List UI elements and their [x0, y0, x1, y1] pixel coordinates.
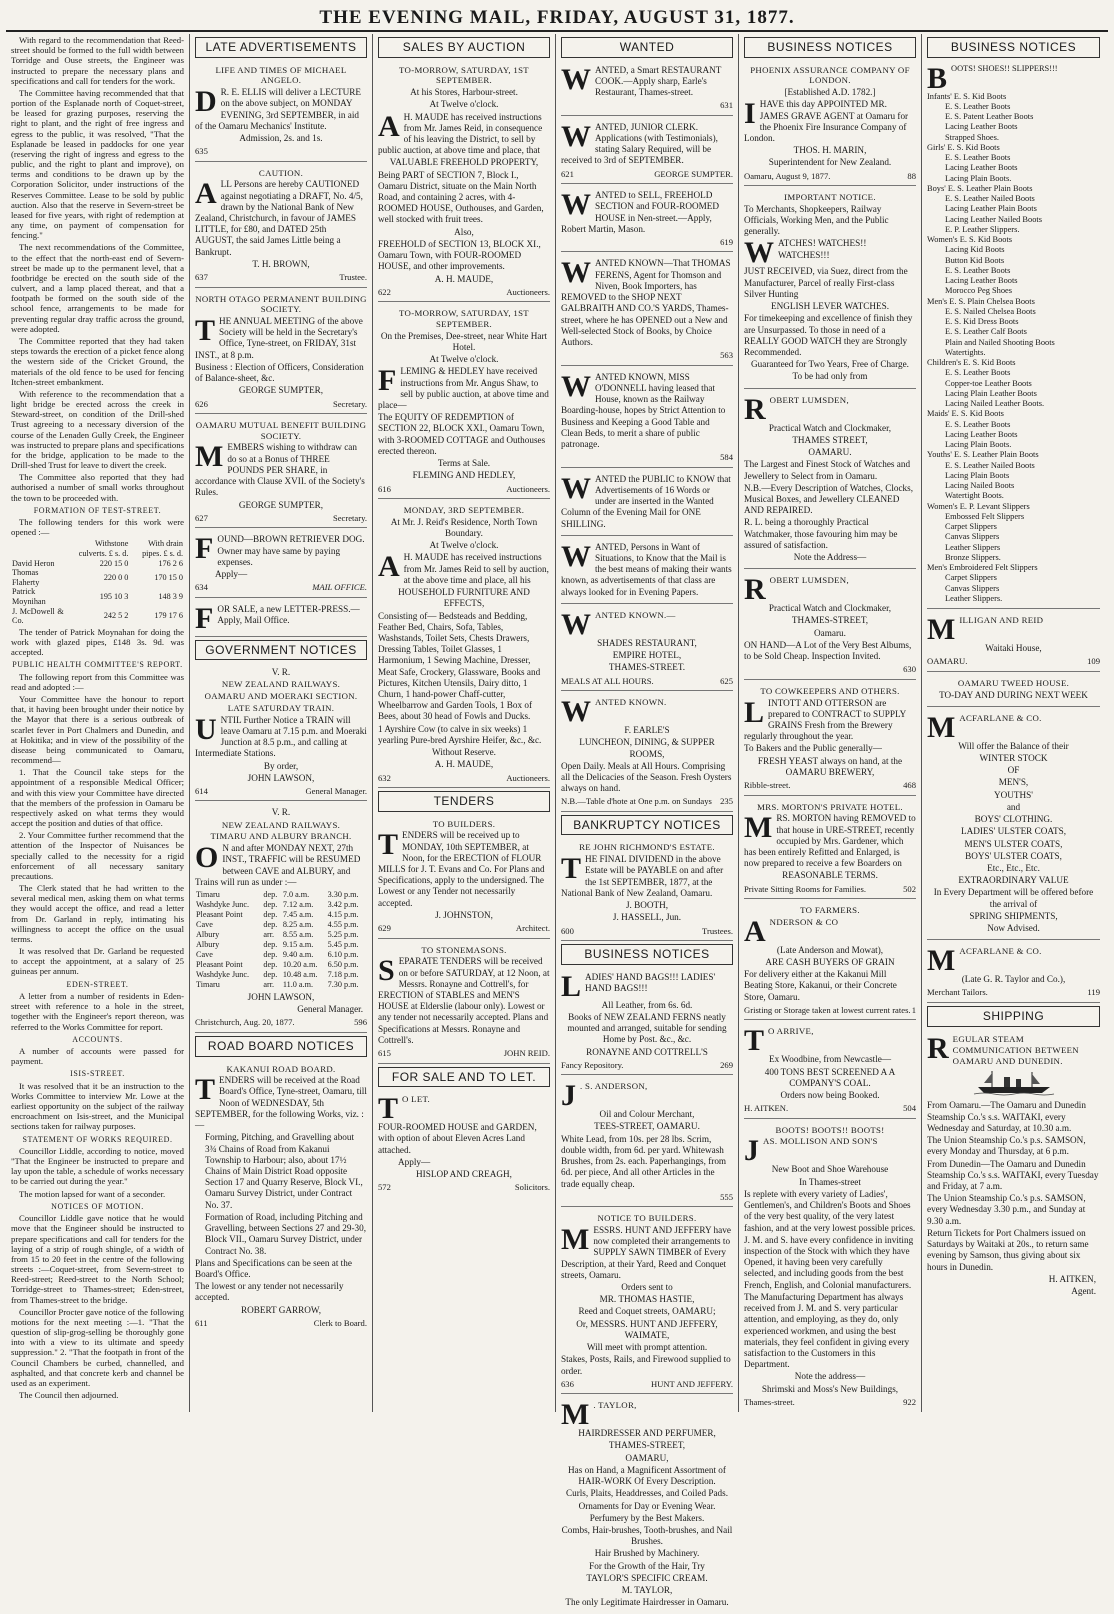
drop-cap: M: [561, 1398, 590, 1432]
wanted-ad: WANTED to SELL, FREEHOLD SECTION and FOUR-ROOMED HOUSE in Nen-street.—Apply, Robert Martin, Mason. 619: [561, 187, 733, 252]
drop-cap: U: [195, 712, 217, 746]
report-paragraph: With regard to the recommendation that Reed-street should be formed to the full width between Torridge and Ouse streets, the Engineer was instructed to prepare the necessary plans and specifications and call for tenders for the work.: [11, 35, 184, 86]
drop-cap: J: [561, 1079, 576, 1113]
table-row: Albury arr. 8.55 a.m. 5.25 p.m.: [196, 929, 359, 939]
list-item: Canvas Slippers: [945, 583, 1000, 593]
masthead-rule: [6, 30, 1108, 32]
advertisement: NOTICE TO BUILDERS. MESSRS. HUNT AND JEFFERY have now completed their arrangements to SUPPLY SAWN TIMBER of Every Description, at their Yard, Reed and Conquet streets, Oamaru. Orders sent to MR. THOMAS HASTIE, Reed and Coquet streets, OAMARU; Or, MESSRS. HUNT AND JEFFERY, WAIMATE, Will meet with prompt attention. Stakes, Posts, Rails, and Firewood supplied to order. 636 HUNT AND JEFFERY.: [561, 1210, 733, 1394]
report-paragraph: The following tenders for this work were opened :—: [11, 517, 184, 538]
boots-list: [927, 92, 1100, 605]
list-item: Watertight Boots.: [945, 491, 1004, 501]
section-heading: SHIPPING: [927, 1006, 1100, 1027]
ad-number: 635: [195, 146, 208, 157]
advertisement: MACFARLANE & CO. Will offer the Balance of their WINTER STOCK OF MEN'S, YOUTHS' and BOYS' CLOTHING. LADIES' ULSTER COATS, MEN'S ULSTER COATS, BOYS' ULSTER COATS, Etc., Etc., Etc. EXTRAORDINARY VALUE In Every Department will be offered before the arrival of SPRING SHIPMENTS, Now Advised.: [927, 710, 1100, 941]
list-item: Women's E. P. Levant Slippers: [927, 501, 1030, 511]
report-paragraph: The next recommendations of the Committee, to the effect that the north-east end of Severn-street be made up to the permanent level, that a footbridge be erected on the south side of the culvert, and a lamp placed thereat, and that a footpath be formed on the south side of the school fence, arrangements to be made for preventing regular dray traffic across the ground, were adopted.: [11, 242, 184, 334]
wanted-ad: WANTED KNOWN, MISS O'DONNELL having leased that House, known as the Railway Boarding-house, hopes by Strict Attention to Business and Keeping a Good Table and Clean Beds, to merit a share of public patronage. 584: [561, 369, 733, 468]
list-item: E. S. Patent Leather Boots: [945, 112, 1034, 122]
table-row: Washdyke Junc. dep. 7.12 a.m. 3.42 p.m.: [196, 899, 359, 909]
drop-cap: R: [927, 1031, 949, 1065]
list-item: Lacing Plain Leather Boots: [945, 388, 1037, 398]
table-row: Thomas Flaherty 220 0 0 170 15 0: [12, 568, 183, 587]
table-row: Cave dep. 8.25 a.m. 4.55 p.m.: [196, 919, 359, 929]
drop-cap: M: [744, 811, 773, 845]
drop-cap: F: [195, 601, 214, 635]
list-item: Watertights.: [945, 347, 986, 357]
list-item: E. S. Leather Nailed Boots: [945, 194, 1035, 204]
drop-cap: W: [744, 236, 774, 270]
list-item: E. S. Leather Calf Boots: [945, 327, 1027, 337]
drop-cap: R: [744, 573, 766, 607]
subheading: ACCOUNTS.: [72, 1034, 123, 1044]
list-item: Plain and Nailed Shooting Boots: [945, 337, 1055, 347]
list-item: Bronze Slippers.: [945, 552, 1001, 562]
advertisement: REGULAR STEAM COMMUNICATION BETWEEN OAMARU AND DUNEDIN. From Oamaru.—The Oamaru and Dunedin Steamship Co.'s s.s. WAITAKI, every Wednesday and Saturday, at 10.30 a.m. The Union Steamship Co.'s p.s. SAMSON, every Monday and Thursday, at 6 p.m. From Dunedin—The Oamaru and Dunedin Steamship Co.'s s.s. WAITAKI, every Tuesday and Friday, at 7 a.m. The Union Steamship Co.'s p.s. SAMSON, every Wednesday 3.30 p.m., and Sunday at 9.30 a.m. Return Tickets for Port Chalmers issued on Saturdays by Waitaki at 20s., to return same evening by Samson, thus giving about six hours in Dunedin. H. AITKEN, Agent.: [927, 1031, 1099, 1296]
advertisement: LADIES' HAND BAGS!!! LADIES' HAND BAGS!!! All Leather, from 6s. 6d. Books of NEW ZEALAND FERNS neatly mounted and arranged, suitable for sending Home by Post. &c., &c. RONAYNE AND COTTRELL'S Fancy Repository. 269: [561, 969, 733, 1076]
advertisement: NORTH OTAGO PERMANENT BUILDING SOCIETY. THE ANNUAL MEETING of the above Society will be held in the Secretary's Office, Tyne-street, on FRIDAY, 31st INST., at 8 p.m. Business : Election of Officers, Consideration of Balance-sheet, &c. GEORGE SUMPTER, 626 Secretary.: [195, 291, 367, 414]
table-row: Timaru dep. 7.0 a.m. 3.30 p.m.: [196, 889, 359, 899]
list-item: Lacing Leather Nailed Boots: [945, 214, 1042, 224]
advertisement: MRS. MORTON'S PRIVATE HOTEL. MRS. MORTON having REMOVED to that house in URE-STREET, recently occupied by Mrs. Gardener, which has been entirely Refitted and Enlarged, is now prepared to receive a few Boarders on REASONABLE TERMS. Private Sitting Rooms for Families. 502: [744, 799, 916, 900]
wanted-ad: WANTED, a Smart RESTAURANT COOK.—Apply sharp, Earle's Restaurant, Thames-street. 631: [561, 62, 733, 116]
column-business-notices-2: [922, 34, 1105, 1412]
list-item: Carpet Slippers: [945, 573, 997, 583]
list-item: Leather Slippers: [945, 542, 1001, 552]
drop-cap: S: [378, 954, 395, 988]
advertisement: BOOTS! SHOES!! SLIPPERS!!! Infants' E. S. Kid Boots E. S. Leather Boots E. S. Patent Leather Boots Lacing Leather Boots Strapped Shoes. Girls' E. S. Kid Boots E. S. Leather Boots Lacing Leather Boots Lacing Plain Boots. Boys' E. S. Leather Plain Boots E. S. Leather Nailed Boots Lacing Leather Plain Boots Lacing Leather Nailed Boots E. P. Leather Slippers. Women's E. S. Kid Boots Lacing Kid Boots Button Kid Boots E. S. Leather Boots Lacing Leather Boots Morocco Peg Shoes Men's E. S. Plain Chelsea Boots E. S. Nailed Chelsea Boots E. S. Kid Dress Boots E. S. Leather Calf Boots Plain and Nailed Shooting Boots Watertights. Children's E. S. Kid Boots E. S. Leather Boots Copper-toe Leather Boots Lacing Plain Leather Boots Lacing Nailed Leather Boots. Maids' E. S. Kid Boots E. S. Leather Boots Lacing Leather Boots Lacing Plain Boots. Youths' E. S. Leather Plain Boots E. S. Leather Nailed Boots Lacing Plain Boots Lacing Nailed Boots Watertight Boots. Women's E. P. Levant Slippers Embossed Felt Slippers Carpet Slippers Canvas Slippers Leather Slippers Bronze Slippers. Men's Embroidered Felt Slippers Carpet Slippers Canvas Slippers Leather Slippers.: [927, 62, 1100, 610]
section-heading: SALES BY AUCTION: [378, 37, 550, 58]
advertisement: J . S. ANDERSON, Oil and Colour Merchant, TEES-STREET, OAMARU. White Lead, from 10s. per 28 lbs. Scrim, double width, from 6d. per yard. Whitewash Brushes, from 2s. each. Paperhangings, from 6d. per piece, And all other Articles in the trade equally cheap. 555: [561, 1078, 733, 1207]
list-item: Embossed Felt Slippers: [945, 511, 1025, 521]
drop-cap: M: [195, 440, 224, 474]
column-council-report: [6, 34, 190, 1412]
report-paragraph: The Clerk stated that he had written to the several medical men, asking them on what terms they would accept the office, and read a letter from Dr. Garland in reply, intimating his willingness to accept the office on the usual terms.: [11, 883, 184, 944]
section-heading: TENDERS: [378, 791, 550, 812]
advertisement: ROBERT LUMSDEN, Practical Watch and Clockmaker, THAMES-STREET, Oamaru. ON HAND—A Lot of the Very Best Albums, to be Sold Cheap. Inspection Invited. 630: [744, 572, 916, 680]
drop-cap: W: [561, 62, 591, 96]
drop-cap: O: [195, 841, 219, 875]
section-heading: BUSINESS NOTICES: [561, 944, 733, 965]
report-paragraph: The following report from this Committee was read and adopted :—: [11, 671, 184, 692]
drop-cap: D: [195, 85, 217, 119]
table-row: Pleasant Point dep. 7.45 a.m. 4.15 p.m.: [196, 909, 359, 919]
list-item: Lacing Nailed Boots: [945, 481, 1015, 491]
drop-cap: T: [378, 1092, 399, 1126]
subheading: STATEMENT OF WORKS REQUIRED.: [22, 1134, 173, 1144]
advertisement: M . TAYLOR, HAIRDRESSER AND PERFUMER, THAMES-STREET, OAMARU, Has on Hand, a Magnificent Assortment of HAIR-WORK Of Every Description. Curls, Plaits, Headdresses, and Coiled Pads. Ornaments for Day or Evening Wear. Perfumery by the Best Makers. Combs, Hair-brushes, Tooth-brushes, and Nail Brushes. Hair Brushed by Machinery. For the Growth of the Hair, Try TAYLOR'S SPECIFIC CREAM. M. TAYLOR, The only Legitimate Hairdresser in Oamaru.: [561, 1398, 733, 1608]
list-item: Carpet Slippers: [945, 522, 997, 532]
list-item: E. S. Leather Boots: [945, 419, 1011, 429]
wanted-ad: WANTED, JUNIOR CLERK. Applications (with Testimonials), stating Salary Required, will be received to 3rd of SEPTEMBER. 621 GEORGE SUMPTER.: [561, 119, 733, 184]
drop-cap: W: [561, 119, 591, 153]
section-heading: WANTED: [561, 37, 733, 58]
list-item: E. S. Leather Nailed Boots: [945, 460, 1035, 470]
section-heading: BUSINESS NOTICES: [927, 37, 1100, 58]
report-paragraph: With reference to the recommendation that a light bridge be erected across the creek in Steward-street, on condition of the Drill-shed Trust agreeing to a necessary diversion of the course of the Lenaden Gully Creek, the Engineer was instructed to prepare plans and specifications for the bridge, application to be made to the Drill-shed Trust for leave to divert the creek.: [11, 388, 184, 471]
report-paragraph: 2. Your Committee further recommend that the attention of the Inspector of Nuisances be specially called to the necessity for a rigid enforcement of all necessary sanitary precautions.: [11, 830, 184, 881]
table-row: Withstone culverts. £ s. d. With drain pipes. £ s. d.: [78, 539, 183, 559]
advertisement: MILLIGAN AND REID Waitaki House, OAMARU. 109: [927, 612, 1100, 672]
drop-cap: F: [195, 532, 214, 566]
column-wanted: [556, 34, 739, 1608]
subheading: FORMATION OF TEST-STREET.: [33, 505, 162, 515]
advertisement: ROBERT LUMSDEN, Practical Watch and Clockmaker, THAMES STREET, OAMARU. The Largest and Finest Stock of Watches and Jewellery to Select from in Oamaru. N.B.—Every Description of Watches, Clocks, Musical Boxes, and Jewellery CLEANED AND REPAIRED. R. L. being a thoroughly Practical Watchmaker, those favouring him may be assured of satisfaction. Note the Address—: [744, 392, 916, 570]
drop-cap: B: [927, 61, 948, 95]
section-heading: BUSINESS NOTICES: [744, 37, 916, 58]
list-item: Strapped Shoes.: [945, 132, 999, 142]
drop-cap: T: [195, 1073, 216, 1107]
list-item: Lacing Plain Boots.: [945, 440, 1012, 450]
list-item: Lacing Plain Boots: [945, 470, 1010, 480]
table-row: Washdyke Junc. dep. 10.48 a.m. 7.18 p.m.: [196, 969, 359, 979]
drop-cap: W: [561, 369, 591, 403]
drop-cap: J: [744, 1134, 759, 1168]
list-item: Lacing Leather Boots: [945, 429, 1018, 439]
report-paragraph: Your Committee have the honour to report that, it having been brought under their notice by the Mayor that there is a serious outbreak of scarlet fever in Port Chalmers and Dunedin, and at Hokitika; and in view of the possibility of the disease being communicated to Oamaru, recommend—: [11, 694, 184, 766]
advertisement: T O LET. FOUR-ROOMED HOUSE and GARDEN, with option of about Eleven Acres Land attached. Apply— HISLOP AND CREAGH, 572 Solicitors.: [378, 1092, 550, 1193]
list-item: E. S. Kid Dress Boots: [945, 317, 1019, 327]
advertisement: KAKANUI ROAD BOARD. TENDERS will be received at the Road Board's Office, Tyne-street, Oamaru, till Noon of WEDNESDAY, 5th SEPTEMBER, for the following Works, viz. :— Forming, Pitching, and Gravelling about 3¾ Chains of Road from Kakanui Township to Harbour; also, about 17½ Chains of Main District Road opposite Section 17 and Quarry Reserve, Block VI., Oamaru Survey District, under Contract No. 37. Formation of Road, including Pitching and Gravelling, between Sections 27 and 29-30, Block VII., Oamaru Survey District, under Contract No. 38. Plans and Specifications can be seen at the Board's Office. The lowest or any tender not necessarily accepted. ROBERT GARROW, 611 Clerk to Board.: [195, 1063, 367, 1328]
report-paragraph: The tender of Patrick Moynahan for doing the work with glazed pipes, £148 3s. 9d. was accepted.: [11, 626, 184, 658]
wanted-ad: WANTED, Persons in Want of Situations, to Know that the Mail is the best means of making their wants known, as advertisements of that class are always looked for in Evening Papers.: [561, 539, 733, 604]
advertisement: TO COWKEEPERS AND OTHERS. LINTOTT AND OTTERSON are prepared to CONTRACT to SUPPLY GRAINS Fresh from the Brewery regularly throughout the year. To Bakers and the Public generally— FRESH YEAST always on hand, at the OAMARU BREWERY, Ribble-street. 468: [744, 683, 916, 796]
list-item: E. S. Leather Boots: [945, 153, 1011, 163]
table-row: J. McDowell & Co. 242 5 2 179 17 6: [12, 606, 183, 626]
drop-cap: M: [927, 710, 956, 744]
list-item: Maids' E. S. Kid Boots: [927, 409, 1004, 419]
masthead: THE EVENING MAIL, FRIDAY, AUGUST 31, 1877.: [319, 7, 795, 28]
report-paragraph: It was resolved that Dr. Garland be requested to accept the appointment, at a salary of 25 guineas per annum.: [11, 946, 184, 977]
wanted-ad: WANTED the PUBLIC to KNOW that Advertisements of 16 Words or under are inserted in the Wanted Column of the Evening Mail for ONE SHILLING.: [561, 471, 733, 536]
list-item: Lacing Leather Boots: [945, 163, 1018, 173]
drop-cap: F: [378, 364, 397, 398]
list-item: E. P. Leather Slippers.: [945, 224, 1020, 234]
timetable: [195, 890, 367, 990]
advertisement: TO-MORROW, SATURDAY, 1ST SEPTEMBER. At his Stores, Harbour-street. At Twelve o'clock. A H. MAUDE has received instructions from Mr. James Reid, in consequence of his leaving the District, to sell by public auction, at above time and place, that VALUABLE FREEHOLD PROPERTY, Being PART of SECTION 7, Block I., Oamaru District, situate on the Main North Road, and containing 2 acres, with 4-ROOMED HOUSE, Outhouses, and Garden, well stocked with fruit trees. Also, FREEHOLD of SECTION 13, BLOCK XI., Oamaru Town, with FOUR-ROOMED HOUSE, and other improvements. A. H. MAUDE, 622 Auctioneers.: [378, 62, 550, 303]
list-item: Lacing Leather Plain Boots: [945, 204, 1037, 214]
drop-cap: T: [744, 1024, 765, 1058]
report-paragraph: It was resolved that it be an instruction to the Works Committee to interview Mr. Lowe at the earliest opportunity on the subject of the railway encroachment on Isis-street, and the Municipal sections taken for railway purposes.: [11, 1080, 184, 1132]
advertisement: TO-MORROW, SATURDAY, 1ST SEPTEMBER. On the Premises, Dee-street, near White Hart Hotel. At Twelve o'clock. FLEMING & HEDLEY have received instructions from Mr. Angus Shaw, to sell by public auction, at above time and place— The EQUITY OF REDEMPTION of SECTION 22, BLOCK XXI., Oamaru Town, with 3-ROOMED COTTAGE and Outhouses erected thereon. Terms at Sale. FLEMING AND HEDLEY, 616 Auctioneers.: [378, 305, 550, 499]
advertisement: PHOENIX ASSURANCE COMPANY OF LONDON. [Established A.D. 1782.] IHAVE this day APPOINTED MR. JAMES GRAVE AGENT at Oamaru for the Phoenix Fire Insurance Company of London. THOS. H. MARIN, Superintendent for New Zealand. Oamaru, August 9, 1877. 88: [744, 62, 916, 186]
list-item: Girls' E. S. Kid Boots: [927, 142, 1000, 152]
advertisement: BOOTS! BOOTS!! BOOTS! JAS. MOLLISON AND SON'S New Boot and Shoe Warehouse In Thames-street Is replete with every variety of Ladies', Gentlemen's, and Children's Boots and Shoes of the very best quality, of the very latest fashion, and at the very lowest possible prices. J. M. and S. have every confidence in inviting inspection of the Stock with which they have Opened, it having been very carefully selected, and including goods from the best French, English, and Colonial manufacturers. The Manufacturing Department has always received from J. M. and S. very particular attention, and employing, as they do, only experienced workmen, and using the best materials, they feel confident in giving every satisfaction to the Customers in this Department. Note the address— Shrimski and Moss's New Buildings, Thames-street. 922: [744, 1124, 916, 1407]
list-item: Lacing Plain Boots.: [945, 173, 1012, 183]
advertisement: OAMARU TWEED HOUSE. TO-DAY AND DURING NEXT WEEK: [927, 675, 1100, 707]
advertisement: T O ARRIVE, Ex Woodbine, from Newcastle— 400 TONS BEST SCREENED A A COMPANY'S COAL. Orders now being Booked. H. AITKEN. 504: [744, 1023, 916, 1118]
drop-cap: L: [744, 695, 765, 729]
advertisement: V. R. NEW ZEALAND RAILWAYS. TIMARU AND ALBURY BRANCH. O N and after MONDAY NEXT, 27th INST., TRAFFIC will be RESUMED between CAVE and ALBURY, and Trains will run as under :— Timaru dep. 7.0 a.m. 3.30 p.m. Washdyke Junc. dep. 7.12 a.m. 3.42 p.m. Pleasant Point dep. 7.45 a.m. 4.15 p.m. Cave dep. 8.25 a.m. 4.55 p.m. Albury arr. 8.55 a.m. 5.25 p.m. Albury dep. 9.15 a.m. 5.45 p.m. Cave dep. 9.40 a.m. 6.10 p.m. Pleasant Point dep. 10.20 a.m. 6.50 p.m. Washdyke Junc. dep. 10.48 a.m. 7.18 p.m. Timaru arr. 11.0 a.m. 7.30 p.m. JOHN LAWSON, General Manager. Christchurch, Aug. 20, 1877. 596: [195, 804, 367, 1032]
drop-cap: T: [561, 852, 582, 886]
advertisement: V. R. NEW ZEALAND RAILWAYS. OAMARU AND MOERAKI SECTION. LATE SATURDAY TRAIN. UNTIL Further Notice a TRAIN will leave Oamaru at 7.15 p.m. and Moeraki Junction at 8.5 p.m., and calling at Intermediate Stations. By order, JOHN LAWSON, 614 General Manager.: [195, 664, 367, 801]
table-row: Timaru arr. 11.0 a.m. 7.30 p.m.: [196, 979, 359, 989]
columns: [6, 34, 1108, 1608]
advertisement: IMPORTANT NOTICE. To Merchants, Shopkeepers, Railway Officials, Working Men, and the Public generally. WATCHES! WATCHES!! WATCHES!!! JUST RECEIVED, via Suez, direct from the Manufacturer, Parcel of really First-class Silver Hunting ENGLISH LEVER WATCHES. For timekeeping and excellence of finish they are Unsurpassed. To those in need of a REALLY GOOD WATCH they are Strongly Recommended. Guaranteed for Two Years, Free of Charge. To be had only from: [744, 189, 916, 389]
column-sales-by-auction: [373, 34, 556, 1412]
subheading: ISIS-STREET.: [70, 1069, 125, 1079]
list-item: Infants' E. S. Kid Boots: [927, 91, 1007, 101]
list-item: Children's E. S. Kid Boots: [927, 358, 1016, 368]
list-item: Lacing Leather Boots: [945, 122, 1018, 132]
drop-cap: W: [561, 539, 591, 573]
drop-cap: M: [927, 944, 956, 978]
tenders-table: [11, 539, 184, 625]
drop-cap: W: [561, 471, 591, 505]
drop-cap: A: [195, 177, 217, 211]
drop-cap: A: [378, 550, 400, 584]
list-item: Button Kid Boots: [945, 255, 1005, 265]
drop-cap: M: [561, 1222, 590, 1256]
drop-cap: I: [744, 97, 756, 131]
list-item: Lacing Kid Boots: [945, 245, 1005, 255]
drop-cap: R: [744, 392, 766, 426]
advertisement: TO STONEMASONS. SEPARATE TENDERS will be received on or before SATURDAY, at 12 Noon, at Messrs. Ronayne and Cottrell's, for ERECTION of STABLES and MEN'S HOUSE at Elderslie (labour only). Lowest or any tender not necessarily accepted. Plans and Specifications at Messrs. Ronayne and Cottrell's. 615 JOHN REID.: [378, 942, 550, 1064]
section-heading: BANKRUPTCY NOTICES: [561, 815, 733, 836]
table-row: David Heron 220 15 0 176 2 6: [12, 558, 183, 568]
list-item: E. S. Leather Boots: [945, 368, 1011, 378]
list-item: E. S. Leather Boots: [945, 101, 1011, 111]
list-item: Men's E. S. Plain Chelsea Boots: [927, 296, 1035, 306]
advertisement: MONDAY, 3RD SEPTEMBER. At Mr. J. Reid's Residence, North Town Boundary. At Twelve o'clock. A H. MAUDE has received instructions from Mr. James Reid to sell by auction, at the above time and place, all his HOUSEHOLD FURNITURE AND EFFECTS, Consisting of— Bedsteads and Bedding, Feather Bed, Chairs, Sofa, Tables, Washstands, Toilet Sets, Chests Drawers, Dressing Tables, Toilet Glasses, 1 Harmonium, 1 Sewing Machine, Dresser, Meat Safe, Crockery, Glassware, Books and Pictures, Kitchen Utensils, Dairy ditto, 1 Churn, 1 hand-power Chaff-cutter, Wheelbarrow and Garden Tools, 1 Box of Bees, about 30 head of Fowls and Ducks. 1 Ayrshire Cow (to calve in six weeks) 1 yearling Pure-bred Ayrshire Heifer, &c., &c. Without Reserve. A. H. MAUDE, 632 Auctioneers.: [378, 502, 550, 788]
drop-cap: A: [378, 109, 400, 143]
advertisement: TO BUILDERS. TENDERS will be received up to MONDAY, 10th SEPTEMBER, at Noon, for the ERECTION of FLOUR MILLS for J. T. Evans and Co. For Plans and Specifications, apply to the undersigned. The Lowest or any Tender not necessarily accepted. J. JOHNSTON, 629 Architect.: [378, 816, 550, 939]
drop-cap: M: [927, 613, 956, 647]
list-item: Women's E. S. Kid Boots: [927, 235, 1013, 245]
report-paragraph: The Committee reported that they had taken steps towards the erection of a picket fence along the western side of the Cricket Ground, the materials of the old fence to be used for fencing Itchen-street embankment.: [11, 335, 184, 387]
subheading: PUBLIC HEALTH COMMITTEE'S REPORT.: [12, 660, 183, 670]
report-paragraph: The Council then adjourned.: [19, 1390, 119, 1401]
list-item: Boys' E. S. Leather Plain Boots: [927, 183, 1033, 193]
report-paragraph: A number of accounts were passed for payment.: [11, 1046, 184, 1067]
advertisement: MACFARLANE & CO. (Late G. R. Taylor and Co.), Merchant Tailors. 119: [927, 943, 1100, 1003]
column-late-advertisements: [190, 34, 373, 1412]
drop-cap: W: [561, 695, 591, 729]
wanted-ad: WANTED KNOWN.— SHADES RESTAURANT, EMPIRE HOTEL, THAMES-STREET. MEALS AT ALL HOURS. 625: [561, 607, 733, 691]
report-paragraph: Councillor Procter gave notice of the following motions for the next meeting :—1. "That the question of slip-grog-selling be thoroughly gone into with a view to its ultimate and speedy suppression." 2. "That the footpath in front of the Council Chambers be curbed, channelled, and asphalted, and that concrete kerb and channel be used as an experiment.: [11, 1306, 184, 1388]
wanted-ad: WANTED KNOWN. F. EARLE'S LUNCHEON, DINING, & SUPPER ROOMS, Open Daily. Meals at All Hours. Comprising all the Delicacies of the Season. Fresh Oysters always on hand. N.B.—Table d'hote at One p.m. on Sundays 235: [561, 694, 733, 812]
drop-cap: W: [561, 188, 591, 222]
list-item: Men's Embroidered Felt Slippers: [927, 563, 1038, 573]
column-business-notices-1: [739, 34, 922, 1412]
list-item: Morocco Peg Shoes: [945, 286, 1012, 296]
drop-cap: T: [378, 828, 399, 862]
advertisement: OAMARU MUTUAL BENEFIT BUILDING SOCIETY. MEMBERS wishing to withdraw can do so at a Bonus of THREE POUNDS PER SHARE, in accordance with Clause XVII. of the Society's Rules. GEORGE SUMPTER, 627 Secretary.: [195, 417, 367, 528]
advertisement: FOR SALE, a new LETTER-PRESS.— Apply, Mail Office.: [195, 601, 367, 637]
list-item: E. S. Nailed Chelsea Boots: [945, 306, 1036, 316]
section-heading: ROAD BOARD NOTICES: [195, 1036, 367, 1057]
drop-cap: W: [561, 607, 591, 641]
table-row: Pleasant Point dep. 10.20 a.m. 6.50 p.m.: [196, 959, 359, 969]
advertisement: TO FARMERS. ANDERSON & CO (Late Anderson and Mowat), ARE CASH BUYERS OF GRAIN For delivery either at the Kakanui Mill Beating Store, Kakanui, or their Concrete Store, Oamaru. Gristing or Storage taken at lowest current rates. 1: [744, 902, 916, 1020]
report-paragraph: Councillor Liddle gave notice that he would move that the Engineer should be instructed to prepare specifications and call for tenders for the laying of a strip of rough shingle, of a width of from 15 to 20 feet in the centre of the following streets :—Coquet-street, from Severn-street to Reed-street; Reed-street to the North School; Torridge-street to Thames-street; Eden-street, from Thames-street to the bridge.: [11, 1213, 184, 1305]
section-heading: FOR SALE AND TO LET.: [378, 1067, 550, 1088]
table-row: Albury dep. 9.15 a.m. 5.45 p.m.: [196, 939, 359, 949]
report-paragraph: Councillor Liddle, according to notice, moved "That the Engineer be instructed to prepare and lay upon the table, a schedule of works necessary to be carried out during the year.": [11, 1145, 184, 1187]
report-paragraph: 1. That the Council take steps for the appointment of a responsible Medical Officer; and with this view your Committee have directed that the members of the profession in Oamaru be respectively asked on what terms they would accept the position and duties of that office.: [11, 767, 184, 829]
drop-cap: A: [744, 914, 766, 948]
list-item: Canvas Slippers: [945, 532, 1000, 542]
report-paragraph: A letter from a number of residents in Eden-street with reference to a hole in the street, together with the Engineer's report thereon, was referred to the Works Committee for report.: [11, 991, 184, 1032]
drop-cap: L: [561, 969, 582, 1003]
list-item: E. S. Leather Boots: [945, 265, 1011, 275]
subheading: NOTICES OF MOTION.: [51, 1201, 144, 1211]
section-heading: GOVERNMENT NOTICES: [195, 640, 367, 661]
drop-cap: W: [561, 256, 591, 290]
advertisement: LIFE AND TIMES OF MICHAEL ANGELO. D R. E. ELLIS will deliver a LECTURE on the above subject, on MONDAY EVENING, 3rd SEPTEMBER, in aid of the Oamaru Mechanics' Institute. Admission, 2s. and 1s. 635: [195, 62, 367, 162]
report-paragraph: The Committee also reported that they had authorised a number of small works throughout the town to be proceeded with.: [11, 472, 184, 503]
table-row: Patrick Moynihan 195 10 3 148 3 9: [12, 587, 183, 606]
list-item: Lacing Nailed Leather Boots.: [945, 399, 1045, 409]
report-paragraph: The Committee having recommended that that portion of the Esplanade north of Coquet-street, be leased for grazing purposes, reserving the right to plant, and the right of free ingress and egress to the public, it was resolved, "That the Esplanade be leased in paddocks for one year (reserving the right of ingress and egress to the public, and the right to plant and improve), on terms and conditions to be drawn up by the Corporation Solicitor, under instructions of the Reserves Committee. Lease to be sold by public auction. Also that the reserve in Severn-street be leased for five years, with right of redemption at any time, on payment of compensation for fencing.": [11, 87, 184, 241]
list-item: Copper-toe Leather Boots: [945, 378, 1032, 388]
table-row: Cave dep. 9.40 a.m. 6.10 p.m.: [196, 949, 359, 959]
advertisement: RE JOHN RICHMOND'S ESTATE. THE FINAL DIVIDEND in the above Estate will be PAYABLE on and after the 1st SEPTEMBER, 1877, at the National Bank of New Zealand, Oamaru. J. BOOTH, J. HASSELL, Jun. 600 Trustees.: [561, 839, 733, 941]
report-paragraph: The motion lapsed for want of a seconder.: [19, 1188, 166, 1199]
steamship-icon: [927, 1069, 1100, 1098]
list-item: Youths' E. S. Leather Plain Boots: [927, 450, 1039, 460]
advertisement: CAUTION. ALL Persons are hereby CAUTIONED against negotiating a DRAFT, No. 4/5, drawn by the National Bank of New Zealand, Christchurch, in favour of JAMES LITTLE, for £80, and DATED 25th AUGUST, the said James Little being a Bankrupt. T. H. BROWN, 637 Trustee.: [195, 165, 367, 288]
drop-cap: T: [195, 314, 216, 348]
list-item: Lacing Leather Boots: [945, 276, 1018, 286]
section-heading: LATE ADVERTISEMENTS: [195, 37, 367, 58]
subheading: EDEN-STREET.: [66, 979, 129, 989]
list-item: Leather Slippers.: [945, 593, 1003, 603]
wanted-ad: WANTED KNOWN—That THOMAS FERENS, Agent for Thomson and Niven, Book Importers, has REMOVED to the SHOP NEXT GALBRAITH AND CO.'S YARDS, Thames-street, where he has OPENED out a New and Well-selected Stock of Books, by Choice Authors. 563: [561, 255, 733, 365]
advertisement: FOUND—BROWN RETRIEVER DOG. Owner may have same by paying expenses. Apply— 634 MAIL OFFICE.: [195, 531, 367, 597]
